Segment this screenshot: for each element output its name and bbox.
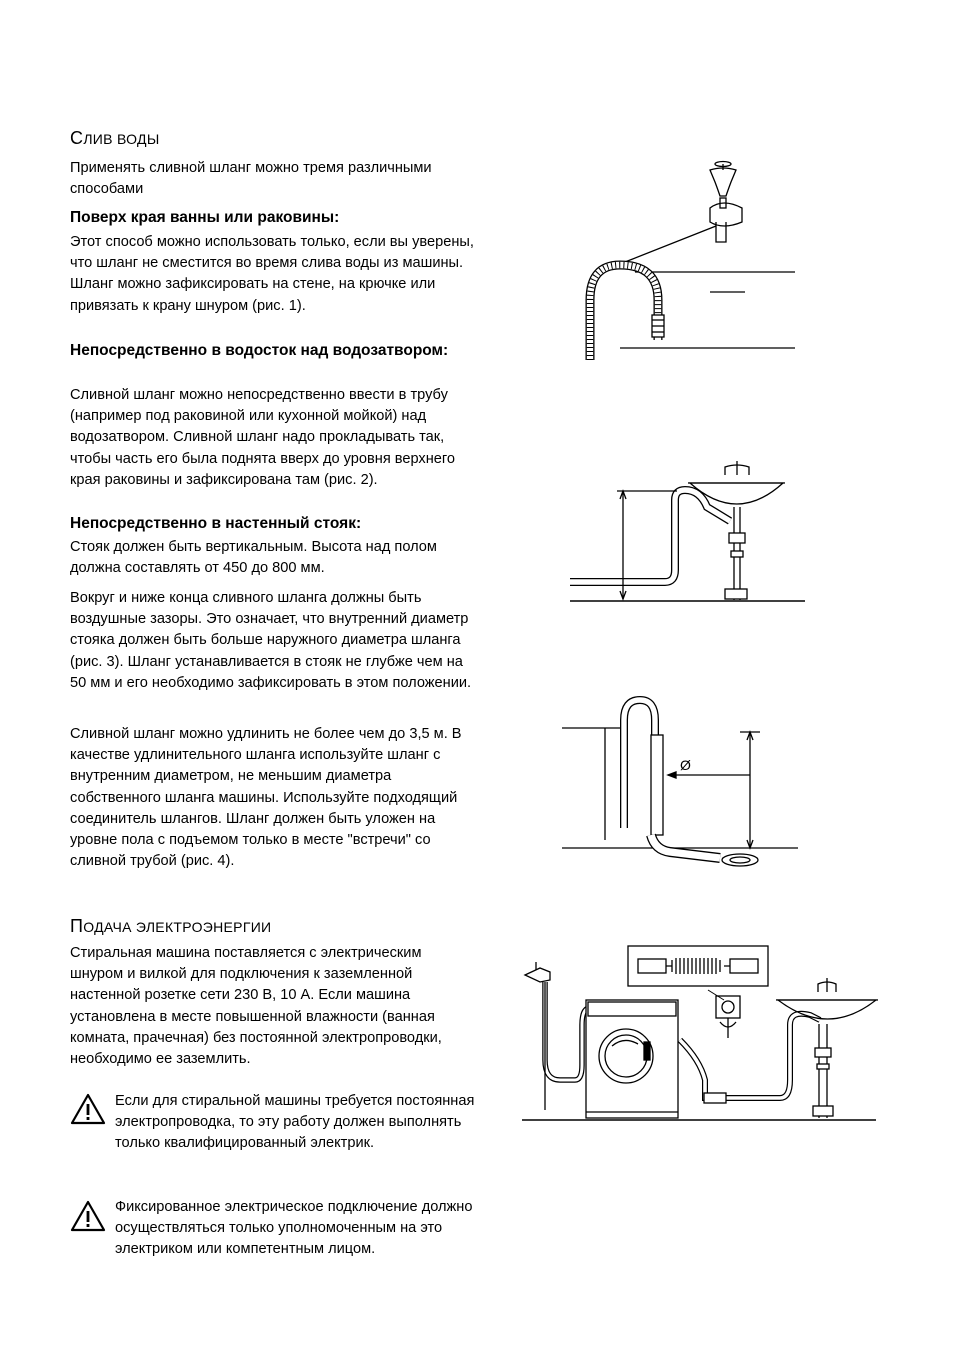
title-rest: ОДАЧА ЭЛЕКТРОЭНЕРГИИ [83,919,272,935]
warning-text-2: Фиксированное электрическое подключение должно осуществляться только уполномоченным на это электриком или компетентным лицом. [115,1199,473,1258]
diameter-symbol: Ø [680,757,691,773]
figure-2-sink [565,455,810,605]
method1-title: Поверх края ванны или раковины: [70,209,340,226]
title-first-letter: П [70,916,84,936]
method2-text: Сливной шланг можно непосредственно ввести в трубу (например под раковиной или кухонной мойкой) над водозатвором. Сливной шланг надо прокладывать так, чтобы часть его была поднята вверх до уровня верхнего края раковины и зафиксирована там (рис. 2). [70,387,456,488]
extension-text: Сливной шланг можно удлинить не более чем до 3,5 м. В качестве удлинительного шланга используйте шланг с внутренним диаметром, не меньшим диаметра собственного шланга машины. Используйте подходящий соединитель шлангов. Шланг должен быть уложен на уровне пола с подъемом только в месте "встречи" со сливной трубой (рис. 4). [70,726,462,870]
drain-intro: Применять сливной шланг можно тремя различными способами [70,160,432,198]
title-rest: ЛИВ ВОДЫ [83,131,160,147]
section-title-drain [70,128,475,150]
method3-text1: Стояк должен быть вертикальным. Высота над полом должна составлять от 450 до 800 мм. [70,539,437,577]
warning-icon [70,1093,106,1125]
section-title-power [70,916,475,938]
method1-text: Этот способ можно использовать только, если вы уверены, что шланг не сместится во время слива воды из машины. Шланг можно зафиксировать на стене, на крючке или привязать к крану шнуром (рис. 1). [70,234,474,314]
title-first-letter: С [70,128,84,148]
method3-title: Непосредственно в настенный стояк: [70,515,362,532]
power-text: Стиральная машина поставляется с электрическим шнуром и вилкой для подключения к заземленной настенной розетке сети 230 В, 10 А. Если машина установлена в месте повышенной влажности (ванная комната, прачечная) без постоянной электропроводки, необходимо ее заземлить. [70,945,442,1068]
figure-1-bathtub [560,160,810,375]
warning-text-1: Если для стиральной машины требуется постоянная электропроводка, то эту работу должен выполнять только квалифицированный электрик. [115,1093,475,1152]
figure-3-standpipe [560,690,805,880]
warning-icon [70,1200,106,1232]
method2-title: Непосредственно в водосток над водозатвором: [70,342,449,359]
figure-4-installation [520,940,880,1125]
method3-text2: Вокруг и ниже конца сливного шланга должны быть воздушные зазоры. Это означает, что внутренний диаметр стояка должен быть больше наружного диаметра шланга (рис. 3). Шланг устанавливается в стояк не глубже чем на 50 мм и его необходимо зафиксировать в этом положении. [70,590,472,691]
